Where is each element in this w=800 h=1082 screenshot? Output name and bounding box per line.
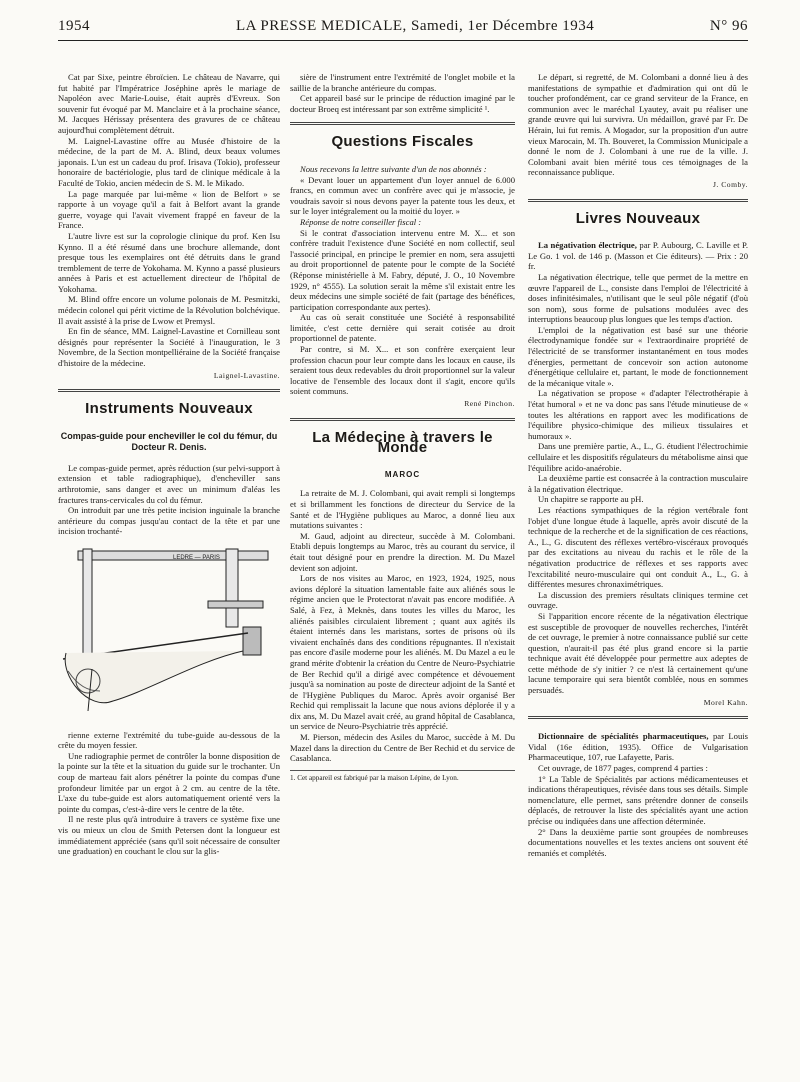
book-entry [528,240,748,272]
page-number: 1954 [58,18,90,34]
section-divider [58,389,280,392]
paragraph: M. Laignel-Lavastine offre au Musée d'histoire de la médecine, de la part de M. A. Blind, deux beaux volumes japonais. L'un est un cadeau du prof. Irisava (Tokio), professeur honoraire de bactériologie, plus tard de clinique médicale à la Faculté de Tokio, ancien médecin de S. M. le Mikado. [58,135,280,188]
paragraph: Un chapitre se rapporte au pH. [538,494,644,505]
paragraph: sière de l'instrument entre l'extrémité de l'onglet mobile et la saillie de la branche antérieure du compas. [290,72,515,93]
paragraph: La négativation électrique, telle que permet de la mettre en œuvre l'appareil de L., consiste dans l'emploi de l'électricité à doses infinitésimales, n'utilisant que le seul pôle négatif (d'où son nom), sous forme de pulsations modulées avec des interruptions beaucoup plus longues que les temps d'action. [528,271,748,325]
section-title: Questions Fiscales [331,133,474,151]
paragraph: « Devant louer un appartement d'un loyer annuel de 6.000 francs, en commun avec un confrère avec qui je m'associe, je voudrais savoir si nous devons payer la patente tous les deux, et sur le loyer intégralement ou la moitié du loyer. » [290,174,515,217]
paragraph: La page marquée par lui-même « lion de Belfort » se rapporte à un voyage qu'il a fait à Belfort avant la grande guerre, voyage qui l'avait vivement frappé en faveur de la France. [58,188,280,231]
article-title: Compas-guide pour encheviller le col du fémur, du Docteur R. Denis. [60,430,278,452]
section-title: La Médecine à travers le Monde [312,428,493,457]
compass-guide-illustration-icon [58,541,280,721]
paragraph: Cet appareil basé sur le principe de réduction imaginé par le docteur Broeq est intéressant par son extrême simplicité ¹. [290,93,515,114]
paragraph: La deuxième partie est consacrée à la contraction musculaire à la négativation électrique. [528,473,748,494]
section-divider [528,716,748,719]
column-2 [290,72,515,783]
paragraph: Cat par Sixe, peintre ébroïcien. Le château de Navarre, qui fut habité par l'Impératrice Joséphine après le mariage de Napoléon avec Marie-Louise, était auprès d'Evreux. Son souvenir fut évoqué par M. Manclaire et à la prochaine séance, M. Jacques Hérissay présentera des gravures de ce château aujourd'hui complètement détruit. [58,72,280,135]
paragraph: M. Pierson, médecin des Asiles du Maroc, succède à M. Du Mazel dans la direction du Centre de Ber Rechid et du service de Casablanca. [290,732,515,764]
paragraph: Cet ouvrage, de 1877 pages, comprend 4 parties : [538,763,708,774]
paragraph: M. Gaud, adjoint au directeur, succède à M. Colombani. Etabli depuis longtemps au Maroc, très au courant du service, il était tout désigné pour en prendre la direction. M. Du Mazel devient son adjoint. [290,530,515,573]
paragraph: La retraite de M. J. Colombani, qui avait rempli si longtemps et si brillamment les fonctions de directeur du Service de la Santé et de l'Hygiène publiques au Maroc, a donné lieu aux mutations suivantes : [290,488,515,531]
book-title: La négativation électrique, [538,240,637,251]
paragraph: Par contre, si M. X... et son confrère exerçaient leur profession chacun pour leur compte dans les locaux en cause, ils seraient tous deux redevables du droit proportionnel sur la valeur locative de l'ensemble des locaux dont il s'agit, encore qu'ils soient communs. [290,344,515,397]
column-1 [58,72,280,857]
signature: René Pinchon. [464,399,515,409]
section-title: Livres Nouveaux [575,209,701,227]
issue-number: N° 96 [709,18,748,34]
signature: J. Comby. [712,179,748,189]
header-rule [58,40,748,41]
page-header [58,14,748,40]
paragraph: En fin de séance, MM. Laignel-Lavastine et Cornilleau sont désignés pour représenter la Société à l'inauguration, le 3 Novembre, de la Section montpelliéraine de la Société française d'histoire de la médecine. [58,326,280,369]
signature: Laignel-Lavastine. [213,370,280,380]
paragraph: Si l'apparition encore récente de la négativation électrique est susceptible de provoquer de nouvelles recherches, l'intérêt de cet ouvrage, le premier à notre connaissance publié sur cette question, n'aurait-il pas été plus grand encore si la partie technique avait été développée pour permettre aux adeptes de cette méthode de s'y initier ? ce n'est là certainement qu'une lacune temporaire qui sera bientôt comblée, nous en sommes persuadés. [528,610,748,696]
paragraph: Nous recevons la lettre suivante d'un de nos abonnés : [300,163,487,174]
paragraph: Si le contrat d'association intervenu entre M. X... et son confrère traduit l'existence d'une Société en nom collectif, seul l'associé principal, en principe le premier en nom, sera assujetti au droit proportionnel de patente pour le compte de la Société (Réponse ministérielle à M. Fabry, député, J. O., 10 Novembre 1929, n° 4555). La solution serait la même s'il existait entre les deux médecins une simple société de fait (partage des bénéfices, participation correspondante aux pertes). [290,227,515,312]
paragraph: On introduit par une très petite incision inguinale la branche antérieure du compas jusqu'au contact de la tête et par une incision trochanté- [58,505,280,537]
signature: Morel Kahn. [703,697,748,707]
footnote: 1. Cet appareil est fabriqué par la maison Lépine, de Lyon. [290,770,515,784]
paragraph: L'autre livre est sur la coprologie clinique du prof. Ken Isu Kynno. Il a été résumé dans une brochure allemande, dont presque tous les exemplaires ont été détruits dans le grand tremblement de terre de Yokohama. M. Kynno a passé plusieurs années à Paris et est actuellement directeur de l'hôpital de Yokohama. [58,230,280,294]
book-meta: par P. Aubourg, C. Laville et P. Le Go. 1 vol. de 146 p. (Masson et Cie éditeurs). — Prix : 20 fr. [528,240,748,272]
paragraph: Les réactions sympathiques de la région vertébrale font l'objet d'une longue étude à laquelle, après avoir discuté de la technique de la recherche et de la signification de ces réactions, A., L., G. discutent des réflexes vertébro-viscéraux provoqués par des excitations au niveau du rachis et le rôle de la négativation productrice de réflexes et ses rapports avec l'excitabilité neuro-musculaire qui ont conduit A., L., G. à différentes mesures chronaximétriques. [528,504,748,590]
paragraph: La négativation se propose « d'adapter l'électrothérapie à l'état humoral » et ne va donc pas sans l'étude minutieuse de « toutes les altérations en rapport avec les modifications de l'équilibre physico-chimique des milieux tissulaires et humoraux ». [528,388,748,441]
book-entry [528,731,748,763]
section-divider [528,199,748,202]
section-divider [290,122,515,125]
paragraph: Une radiographie permet de contrôler la bonne disposition de la pointe sur la tête et la situation du guide sur le trochanter. Un coup de marteau fait alors pénétrer la pointe du compas d'une profondeur limitée par un ergot à 2 cm. au centre de la tête. L'axe du tube-guide est alors automatiquement orienté vers la pointe du compas, c'est-à-dire vers le centre de la tête. [58,750,280,814]
paragraph: Lors de nos visites au Maroc, en 1923, 1924, 1925, nous avions déploré la situation lamentable faite aux aliénés sous le régime ancien que le Protectorat n'avait pas encore modifiée. A Salé, à Fez, à Meknès, dans toutes les villes du Maroc, les aliénés paisibles circulaient librement ; quant aux agités ils étaient internés dans les maristans, sortes de prisons où ils vivaient enchaînés dans des conditions répugnantes. Il n'existait pas encore d'asile moderne pour les aliénés. M. Du Mazel a eu le grand mérite d'obtenir la création du Centre de Neuro-Psychiatrie de Ber Rechid qu'il a dirigé avec compétence et dévouement jusqu'à sa nomination au poste de directeur adjoint de la Santé et de l'Hygiène Publiques du Maroc. Après avoir organisé Ber Rechid qui remplissait la lacune que nous avions déplorée il y a dix ans, M. Du Mazel avait créé, au grand hôpital de Casablanca, un service de Neuro-Psychiatrie très apprécié. [290,573,515,732]
journal-title: LA PRESSE MEDICALE, Samedi, 1er Décembre 1934 [236,18,595,34]
paragraph: Dans une première partie, A., L., G. étudient l'électrochimie cellulaire et les dispositifs régulateurs du métabolisme ainsi que l'équilibre acido-anaérobie. [528,441,748,473]
paragraph: La discussion des premiers résultats cliniques termine cet ouvrage. [528,589,748,611]
paragraph: Il ne reste plus qu'à introduire à travers ce système fixe une vis ou mieux un clou de Smith Petersen dont la longueur est immédiatement appréciée (sans qu'il soit nécessaire de consulter une graduation) en couchant le clou sur la glis- [58,814,280,857]
paragraph: L'emploi de la négativation est basé sur une théorie électrodynamique fondée sur « l'extraordinaire propriété de l'électricité de se transformer instantanément en tous modes d'énergies, permettant de concevoir son action autonome d'énergétique cellulaire et, partant, le mode de fonctionnement de la mécanique vitale ». [528,324,748,388]
paragraph: Le départ, si regretté, de M. Colombani a donné lieu à des manifestations de sympathie et d'admiration qui ont dû le toucher profondément, car ce grand serviteur de la France, en communion avec le maréchal Lyautey, avait pu réaliser une grande œuvre qui lui survivra. Un médaillon, gravé par Fr. De Hérain, lui fut remis. A Mogador, sur la proposition d'un autre vieux Marocain, M. Th. Bouveret, la Commission Municipale a donné le nom de J. Colombani à une rue de la ville. J. Colombani avait bien mérité tous ces témoignages de la reconnaissance publique. [528,72,748,178]
paragraph: 2° Dans la deuxième partie sont groupées de nombreuses documentations nouvelles et les textes anciens ont souvent été remaniés et complétés. [528,826,748,858]
paragraph: M. Blind offre encore un volume polonais de M. Pesmitzki, médecin colonel qui périt victime de la Révolution bolchévique. Il avait assisté à la prise de Lwow et Premysl. [58,294,280,326]
paragraph: rienne externe l'extrémité du tube-guide au-dessous de la crête du moyen fessier. [58,729,280,751]
section-divider [290,418,515,421]
region-title: MAROC [384,469,421,479]
section-title: Instruments Nouveaux [85,400,253,418]
paragraph: Le compas-guide permet, après réduction (sur pelvi-support à extension et table radiographique), d'encheviller sans arthrotomie, sans danger et avec un minimum d'aléas les fractures trans-cervicales du col du fémur. [58,462,280,505]
paragraph: 1° La Table de Spécialités par actions médicamenteuses et indications thérapeutiques, révisée dans tous ses détails. Simple nomenclature, elle permet, sans prétendre donner de conseils déplacés, de retrouver la liste des spécialités ayant une action précise ou indiquées dans une affection déterminée. [528,773,748,826]
column-3 [528,72,748,858]
book-title: Dictionnaire de spécialités pharmaceutiques, [538,731,709,742]
paragraph: Réponse de notre conseiller fiscal : [300,216,422,227]
paragraph: Au cas où serait constituée une Société à responsabilité limitée, c'est cette dernière qui serait cotisée au droit proportionnel de patente. [290,312,515,344]
book-meta: par Louis Vidal (16e édition, 1935). Office de Vulgarisation Pharmaceutique, 107, rue Lafayette, Paris. [528,731,749,763]
figure-label: LEDRE — PARIS [173,554,220,561]
